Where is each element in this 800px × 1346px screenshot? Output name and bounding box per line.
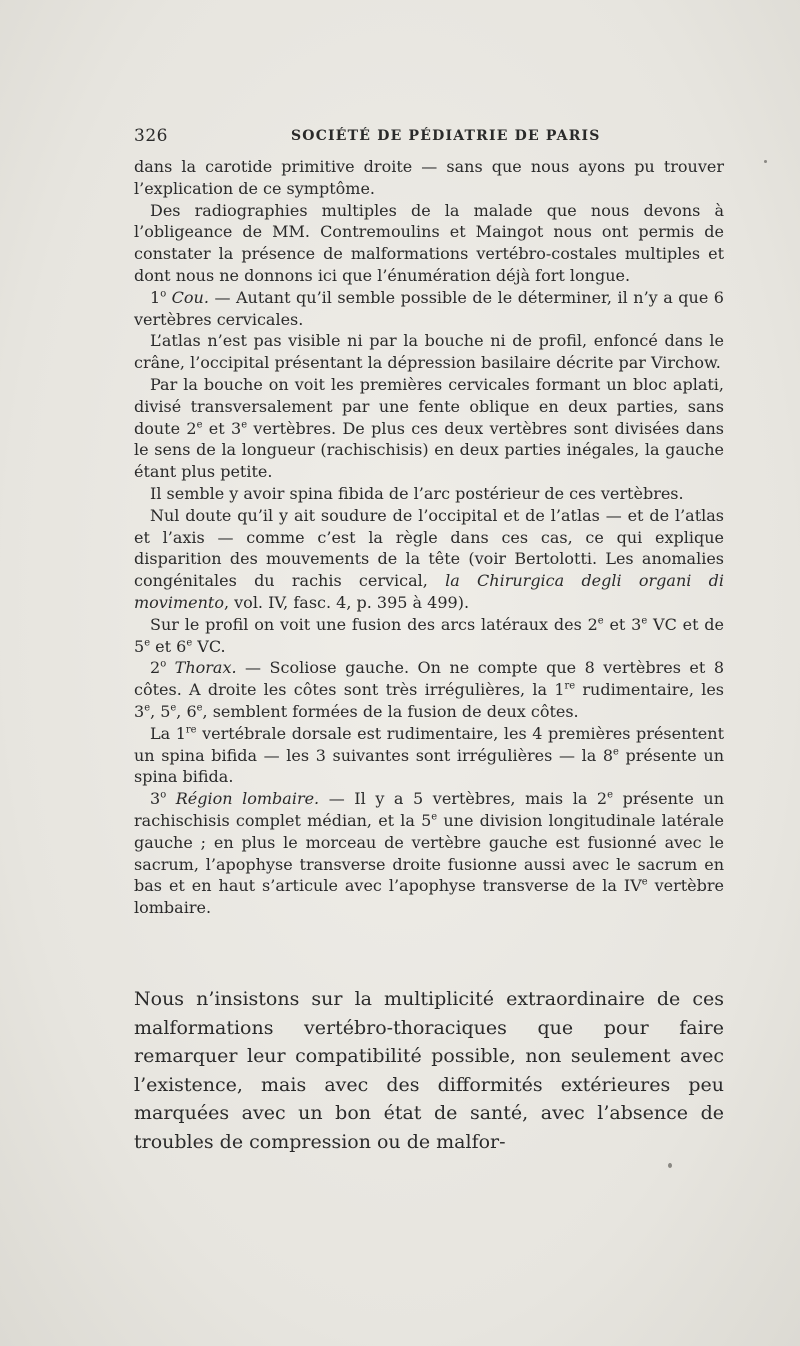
ordinal-marker: o [160,288,167,300]
superscript: e [170,702,177,714]
superscript: re [564,680,576,692]
body-text [134,156,724,919]
text-run: — Autant qu’il semble possible de le déterminer, il n’y a que 6 vertèbres cervicales. [134,287,724,329]
section-number: 3 [150,789,161,809]
text-run: dans la carotide primitive droite — sans que nous ayons pu trouver l’explication de ce symptôme. [134,157,724,198]
superscript: e [144,702,151,714]
text-run: Il semble y avoir spina fibida de l’arc postérieur de ces vertèbres. [150,483,684,503]
text-run: présente un spina bifida. [134,745,724,787]
superscript: e [597,615,604,627]
text-run: , 6 [176,701,197,721]
superscript: e [241,419,248,431]
text-run: — Il y a 5 vertèbres, mais la 2 [319,789,608,809]
paragraph [134,985,724,1156]
superscript: e [144,637,151,649]
section-thorax [134,657,724,722]
text-run: vertèbre lombaire. [134,876,725,918]
paragraph [134,200,724,287]
text-run: VC. [192,636,226,656]
text-run: Par la bouche on voit les premières cervicales formant un bloc aplati, divisé transversalement par une fente oblique en deux parties, sans doute 2 [134,374,724,438]
superscript: e [431,811,438,823]
text-run: , vol. IV, fasc. 4, p. 395 à 499). [223,592,470,612]
paragraph [134,483,724,505]
ordinal-marker: o [160,789,167,801]
text-run: La 1 [150,723,186,743]
page-header [134,126,724,150]
text-run: et 3 [202,418,242,438]
paragraph [134,374,724,483]
text-run: et 6 [150,636,187,656]
running-title: SOCIÉTÉ DE PÉDIATRIE DE PARIS [291,128,601,144]
section-label: Région lombaire. [175,789,320,809]
text-run: — Scoliose gauche. On ne compte que 8 vertèbres et 8 côtes. A droite les côtes sont très irrégulières, la 1 [134,658,724,700]
paper-speck [764,160,767,163]
superscript: e [607,789,613,801]
text-run: Nul doute qu’il y ait soudure de l’occipital et de l’atlas — et de l’atlas et l’axis — comme c’est la règle dans ces cas, ce qui explique disparition des mouvements de la tête (voir Bertolotti. Les anomalies congénitales du rachis cervical, [134,505,724,591]
superscript: re [185,724,197,736]
superscript: e [641,615,648,627]
paragraph [134,505,724,614]
ordinal-marker: o [160,659,167,670]
text-run: Sur le profil on voit une fusion des arcs latéraux des 2 [150,614,598,634]
paragraph [134,330,724,374]
paragraph [134,156,724,200]
superscript: e [641,876,648,888]
section-number: 2 [150,658,161,678]
main-text-continuation [134,985,724,1156]
section-lombaire [134,788,724,919]
paragraph [134,614,724,658]
section-number: 1 [150,287,161,307]
text-run: Nous n’insistons sur la multiplicité extraordinaire de ces malformations vertébro-thoraciques que pour faire remarquer leur compatibilité possible, non seulement avec l’existence, mais avec des difformités extérieures peu marquées avec un bon état de santé, avec l’absence de troubles de compression ou de malfor- [134,988,724,1153]
text-run: rudimentaire, les 3 [134,680,725,721]
text-run: , 5 [150,701,171,721]
text-run: et 3 [603,614,642,634]
page-number: 326 [134,126,168,146]
paragraph [134,723,724,788]
section-label: Cou. [171,287,209,307]
section-cou [134,287,724,331]
superscript: e [186,637,193,649]
text-run: L’atlas n’est pas visible ni par la bouche ni de profil, enfoncé dans le crâne, l’occipital présentant la dépression basilaire décrite par Virchow. [134,331,724,373]
text-run: présente un rachischisis complet médian, et la 5 [134,789,725,830]
text-run: vertèbres. De plus ces deux vertèbres sont divisées dans le sens de la longueur (rachischisis) en deux parties inégales, la gauche étant plus petite. [134,418,725,482]
text-run: VC et de 5 [134,614,725,656]
text-run: , semblent formées de la fusion de deux côtes. [202,701,579,721]
text-run: une division longitudinale latérale gauche ; en plus le morceau de vertèbre gauche est fusionné avec le sacrum, l’apophyse transverse droite fusionne aussi avec le sacrum en bas et en haut s’articule avec l’apophyse transverse de la IV [134,810,724,896]
text-run: vertébrale dorsale est rudimentaire, les 4 premières présentent un spina bifida — les 3 suivantes sont irrégulières — la 8 [134,723,724,765]
section-label: Thorax. [174,658,237,678]
journal-title: la Chirurgica degli organi di movimento [134,571,724,612]
paper-speck [668,1163,672,1168]
superscript: e [196,419,203,431]
superscript: e [613,746,619,758]
text-run: Des radiographies multiples de la malade que nous devons à l’obligeance de MM. Contremoulins et Maingot nous ont permis de constater la présence de malformations vertébro-costales multiples et dont nous ne donnons ici que l’énumération déjà fort longue. [134,200,724,285]
superscript: e [196,702,203,714]
